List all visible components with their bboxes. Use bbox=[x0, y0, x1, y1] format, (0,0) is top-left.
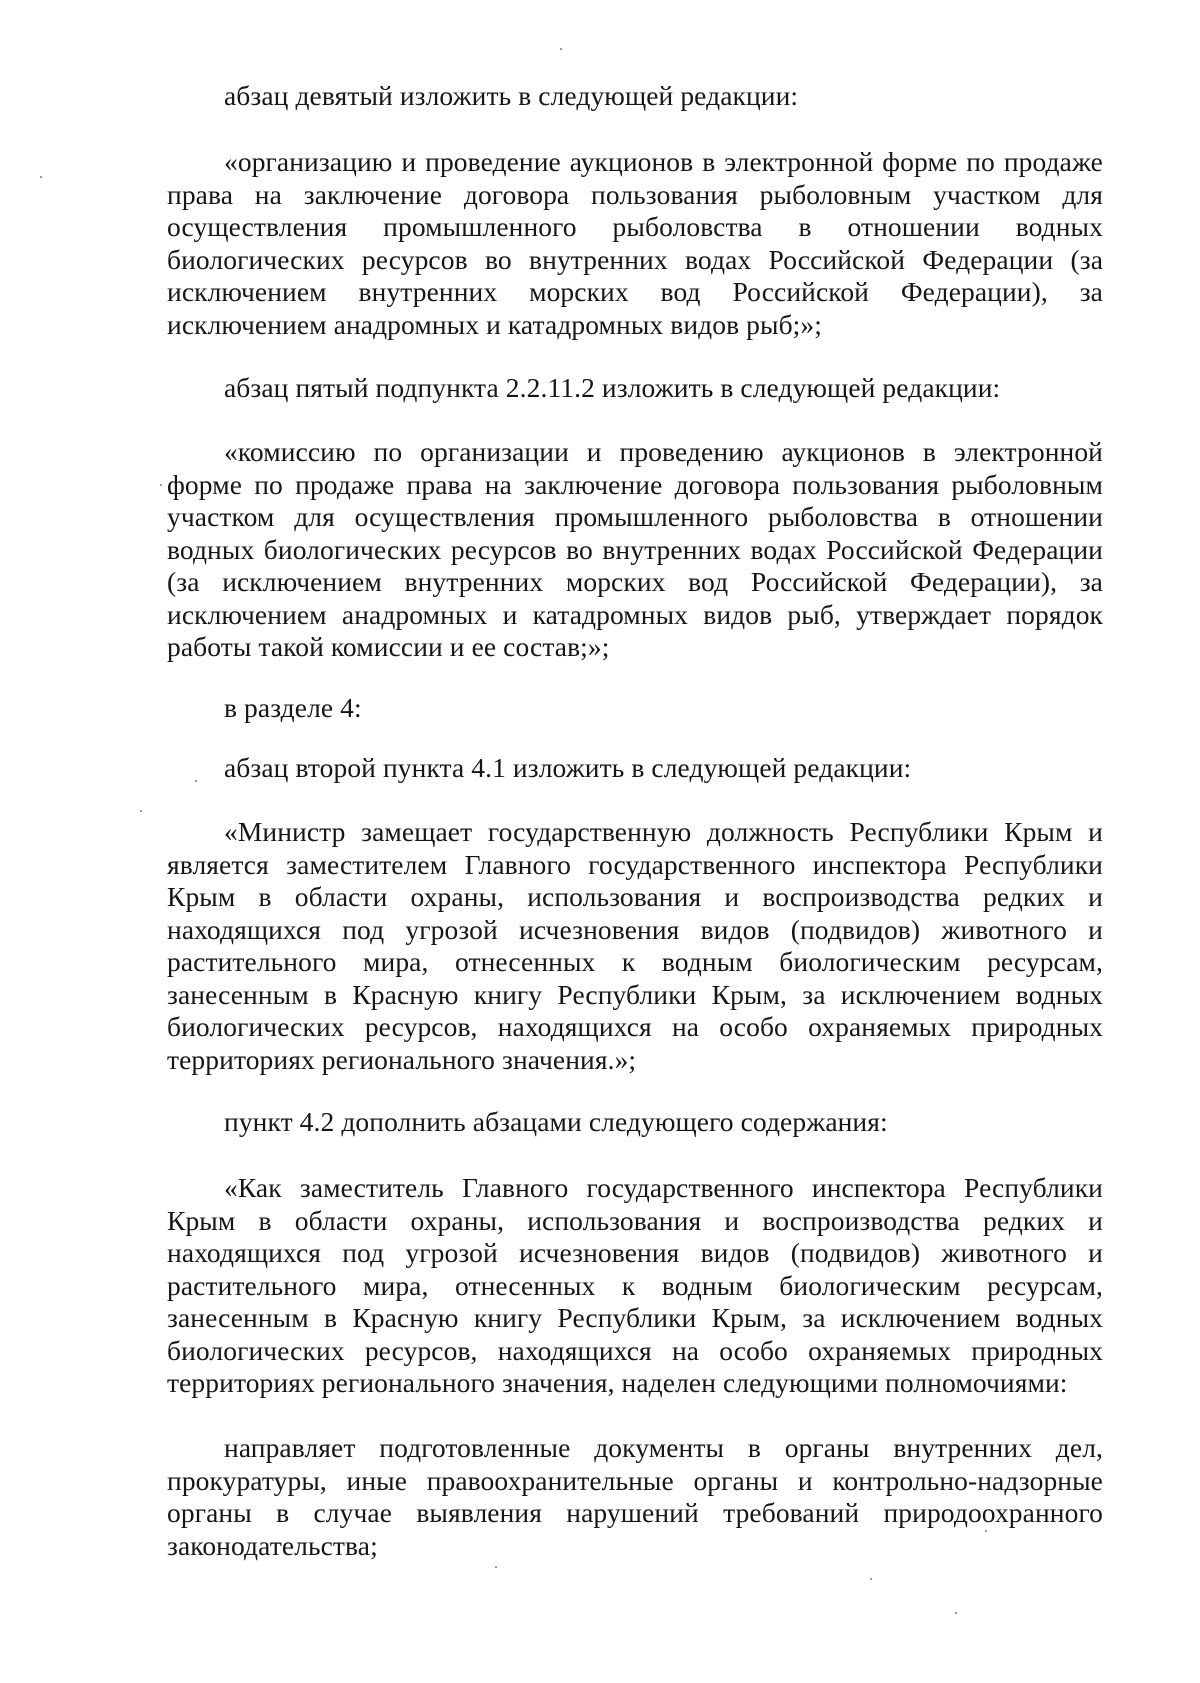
amendment-text-auctions: «организацию и проведение аукционов в электронной форме по продаже права на заключение договора пользования рыболовным участком для осуществления промышленного рыболовства в отношении водных биологических ресурсов во внутренних водах Российской Федерации (за исключением внутренних морских вод Российской Федерации), за исключением анадромных и катадромных видов рыб;»; bbox=[167, 146, 1103, 340]
amendment-text-deputy-inspector: «Как заместитель Главного государственного инспектора Республики Крым в области охраны, использования и воспроизводства редких и находящихся под угрозой исчезновения видов (подвидов) животного и растительного мира, отнесенных к водным биологическим ресурсам, занесенным в Красную книгу Республики Крым, за исключением водных биологических ресурсов, находящихся на особо охраняемых природных территориях регионального значения, наделен следующими полномочиями: bbox=[167, 1172, 1103, 1398]
scan-speck bbox=[985, 1530, 987, 1532]
scan-speck bbox=[870, 1578, 872, 1580]
instruction-paragraph-9: абзац девятый изложить в следующей редакции: bbox=[224, 80, 799, 111]
scan-speck bbox=[160, 484, 162, 486]
instruction-point-4-1: абзац второй пункта 4.1 изложить в следующей редакции: bbox=[224, 752, 912, 783]
instruction-point-4-2: пункт 4.2 дополнить абзацами следующего содержания: bbox=[224, 1106, 888, 1137]
instruction-subparagraph-2-2-11-2: абзац пятый подпункта 2.2.11.2 изложить в следующей редакции: bbox=[224, 372, 1001, 403]
section-4-heading: в разделе 4: bbox=[224, 692, 362, 723]
scan-speck bbox=[195, 780, 197, 782]
scan-speck bbox=[560, 48, 562, 50]
amendment-text-minister: «Министр замещает государственную должность Республики Крым и является заместителем Главного государственного инспектора Республики Крым в области охраны, использования и воспроизводства редких и находящихся под угрозой исчезновения видов (подвидов) животного и растительного мира, отнесенных к водным биологическим ресурсам, занесенным в Красную книгу Республики Крым, за исключением водных биологических ресурсов, находящихся на особо охраняемых природных территориях регионального значения.»; bbox=[167, 816, 1103, 1075]
amendment-text-commission: «комиссию по организации и проведению аукционов в электронной форме по продаже права на заключение договора пользования рыболовным участком для осуществления промышленного рыболовства в отношении водных биологических ресурсов во внутренних водах Российской Федерации (за исключением внутренних морских вод Российской Федерации), за исключением анадромных и катадромных видов рыб, утверждает порядок работы такой комиссии и ее состав;»; bbox=[167, 436, 1103, 662]
scan-speck bbox=[40, 176, 42, 178]
amendment-text-documents: направляет подготовленные документы в органы внутренних дел, прокуратуры, иные правоохранительные органы и контрольно-надзорные органы в случае выявления нарушений требований природоохранного законодательства; bbox=[167, 1432, 1103, 1561]
scan-speck bbox=[955, 1612, 957, 1614]
scan-speck bbox=[495, 1566, 497, 1568]
scan-speck bbox=[140, 810, 142, 812]
